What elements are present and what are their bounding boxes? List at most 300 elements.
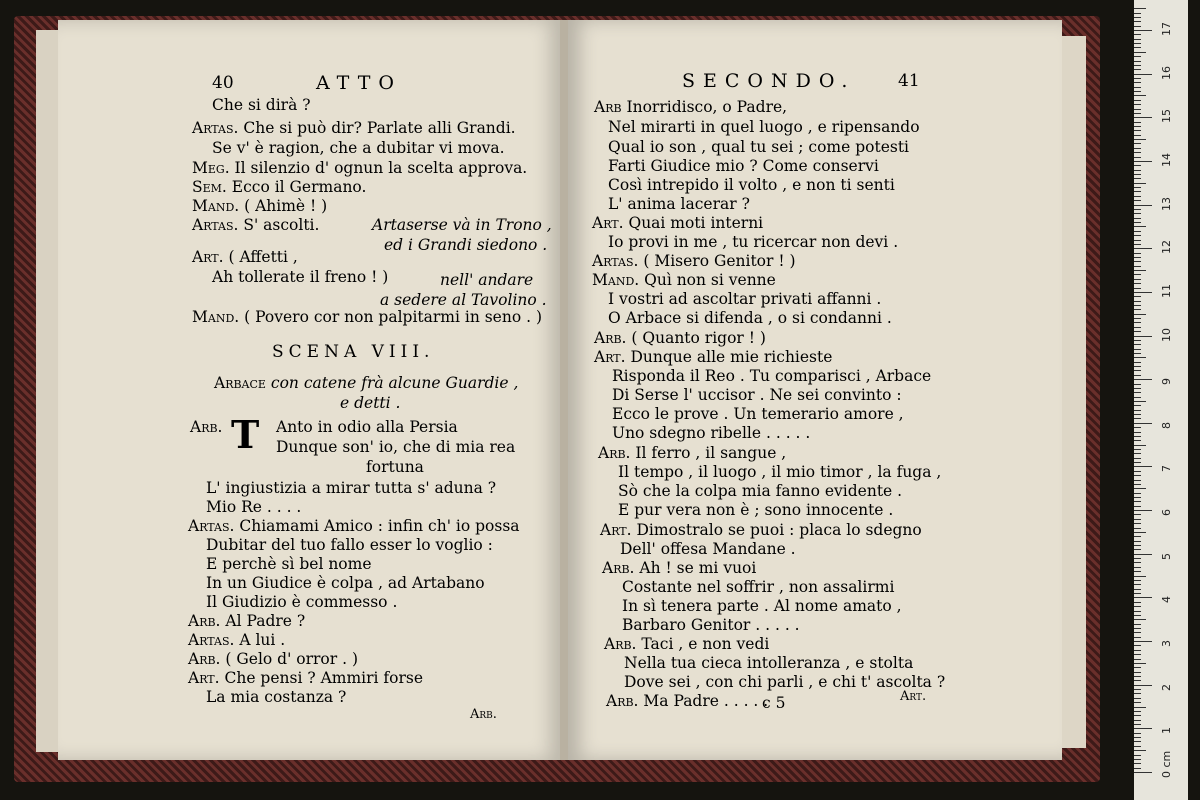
speaker-name: Artas.	[192, 216, 244, 234]
scene-characters-rest: con catene frà alcune Guardie ,	[270, 374, 519, 392]
speaker-name: Arb.	[188, 612, 226, 630]
line-text: Dimostralo se puoi : placa lo sdegno	[636, 521, 922, 539]
ruler-tick	[1134, 279, 1141, 280]
ruler-tick	[1134, 702, 1141, 703]
speaker-name: Arb.	[594, 329, 632, 347]
line-text: ( Gelo d' orror . )	[225, 650, 358, 668]
ruler-label: 2	[1160, 683, 1173, 691]
ruler-tick	[1134, 545, 1141, 546]
ruler-tick	[1134, 632, 1141, 633]
ruler-tick	[1134, 462, 1141, 463]
ruler-tick	[1134, 746, 1141, 747]
ruler-tick	[1134, 340, 1141, 341]
ruler-tick	[1134, 174, 1141, 175]
line-text: Ecco il Germano.	[231, 178, 367, 196]
speaker-name: Artas.	[188, 517, 240, 535]
ruler-tick	[1134, 8, 1146, 9]
speaker-name: Arb	[594, 98, 627, 116]
ruler-tick	[1134, 266, 1141, 267]
line-text: Il ferro , il sangue ,	[635, 444, 787, 462]
ruler-tick	[1134, 711, 1141, 712]
ruler-tick	[1134, 39, 1141, 40]
ruler-label: 1	[1160, 727, 1173, 735]
speaker-name: Arb.	[604, 635, 642, 653]
ruler-tick	[1134, 659, 1141, 660]
ruler-tick	[1134, 178, 1141, 179]
ruler-tick	[1134, 379, 1152, 380]
ruler-tick	[1134, 34, 1141, 35]
line-text: Nella tua cieca intolleranza , e stolta	[624, 654, 914, 672]
line-text: Che pensi ? Ammiri forse	[224, 669, 424, 687]
ruler-tick	[1134, 314, 1146, 315]
ruler-tick	[1134, 296, 1141, 297]
ruler-tick	[1134, 689, 1141, 690]
speaker-name: Arb.	[190, 418, 223, 436]
line-text: Io provi in me , tu ricercar non devi .	[608, 233, 899, 251]
text-line	[188, 650, 358, 668]
ruler-tick	[1134, 235, 1141, 236]
line-text: Anto in odio alla Persia	[276, 418, 458, 436]
text-line	[188, 612, 305, 630]
speaker-name: Artas.	[188, 631, 240, 649]
text-line	[206, 479, 496, 497]
text-line	[608, 233, 898, 251]
line-text: Dove sei , con chi parli , e chi t' ascolta ?	[624, 673, 946, 691]
ruler-tick	[1134, 763, 1141, 764]
ruler-tick	[1134, 580, 1141, 581]
ruler-tick	[1134, 645, 1141, 646]
line-text: Taci , e non vedi	[641, 635, 770, 653]
ruler-label: 3	[1160, 640, 1173, 648]
ruler-tick	[1134, 728, 1152, 729]
text-line	[592, 271, 776, 289]
ruler-tick	[1134, 720, 1141, 721]
ruler-tick	[1134, 165, 1141, 166]
ruler-tick	[1134, 388, 1141, 389]
ruler-tick	[1134, 453, 1141, 454]
ruler-tick	[1134, 392, 1141, 393]
ruler-tick	[1134, 405, 1141, 406]
speaker-name: Art.	[192, 248, 229, 266]
ruler-tick	[1134, 205, 1152, 206]
ruler-label: 9	[1160, 378, 1173, 386]
ruler-tick	[1134, 82, 1141, 83]
ruler-tick	[1134, 449, 1141, 450]
ruler-tick	[1134, 104, 1141, 105]
left-running-head: ATTO	[316, 72, 402, 94]
ruler-tick	[1134, 301, 1141, 302]
ruler-tick	[1134, 676, 1141, 677]
ruler-tick	[1134, 261, 1141, 262]
ruler-tick	[1134, 130, 1141, 131]
text-line	[624, 673, 945, 691]
ruler-tick	[1134, 17, 1141, 18]
line-text: Sò che la colpa mia fanno evidente .	[618, 482, 903, 500]
ruler-tick	[1134, 222, 1141, 223]
ruler-tick	[1134, 624, 1141, 625]
line-text: Risponda il Reo . Tu comparisci , Arbace	[612, 367, 932, 385]
line-text: E perchè sì bel nome	[206, 555, 372, 573]
ruler-label: 10	[1160, 327, 1173, 342]
ruler-tick	[1134, 196, 1141, 197]
text-line	[212, 96, 311, 114]
line-text: In un Giudice è colpa , ad Artabano	[206, 574, 485, 592]
line-text: Inorridisco, o Padre,	[626, 98, 788, 116]
ruler-label: 13	[1160, 196, 1173, 211]
ruler-tick	[1134, 514, 1141, 515]
line-text: E pur vera non è ; sono innocente .	[618, 501, 894, 519]
line-text: fortuna	[366, 458, 424, 476]
scene-characters	[214, 374, 518, 392]
ruler-tick	[1134, 506, 1141, 507]
ruler-tick	[1134, 384, 1141, 385]
ruler-tick	[1134, 772, 1152, 773]
scene-characters-line2: e detti .	[340, 394, 401, 412]
line-text: Il Giudizio è commesso .	[206, 593, 398, 611]
ruler-tick	[1134, 30, 1152, 31]
ruler-tick	[1134, 707, 1146, 708]
ruler-tick	[1134, 680, 1141, 681]
ruler-tick	[1134, 288, 1141, 289]
ruler-tick	[1134, 52, 1146, 53]
ruler-tick	[1134, 615, 1141, 616]
text-line	[602, 559, 756, 577]
speaker-name: Artas.	[592, 252, 644, 270]
ruler-label: 12	[1160, 240, 1173, 255]
left-page-number: 40	[212, 73, 234, 93]
scene-character-name: Arbace	[214, 374, 266, 392]
line-text: Ecco le prove . Un temerario amore ,	[612, 405, 904, 423]
speaker-name: Art.	[592, 214, 629, 232]
ruler-tick	[1134, 536, 1141, 537]
ruler-tick	[1134, 584, 1141, 585]
ruler-tick	[1134, 61, 1141, 62]
line-text: Mio Re . . . .	[206, 498, 302, 516]
line-text: La mia costanza ?	[206, 688, 347, 706]
ruler-tick	[1134, 327, 1141, 328]
text-line	[192, 159, 527, 177]
speaker-name: Mand.	[592, 271, 645, 289]
ruler-tick	[1134, 571, 1141, 572]
ruler-tick	[1134, 650, 1141, 651]
text-line	[190, 418, 223, 436]
text-line	[618, 501, 893, 519]
ruler-tick	[1134, 244, 1141, 245]
text-line	[188, 517, 520, 535]
ruler-tick	[1134, 318, 1141, 319]
ruler-tick	[1134, 370, 1141, 371]
text-line	[608, 157, 879, 175]
left-catchword: Arb.	[470, 707, 497, 722]
ruler-tick	[1134, 183, 1146, 184]
text-line	[206, 555, 372, 573]
ruler-tick	[1134, 432, 1141, 433]
ruler-tick	[1134, 366, 1141, 367]
ruler-tick	[1134, 344, 1141, 345]
ruler-tick	[1134, 213, 1141, 214]
speaker-name: Arb.	[602, 559, 640, 577]
ruler-tick	[1134, 117, 1152, 118]
speaker-name: Mand.	[192, 308, 245, 326]
text-line	[592, 252, 796, 270]
text-line	[594, 348, 832, 366]
line-text: Ma Padre . . . . .	[643, 692, 769, 710]
text-line	[612, 386, 902, 404]
ruler-tick	[1134, 322, 1141, 323]
ruler-tick	[1134, 100, 1141, 101]
ruler-tick	[1134, 161, 1152, 162]
ruler-tick	[1134, 715, 1141, 716]
text-line	[594, 329, 766, 347]
ruler-tick	[1134, 698, 1141, 699]
ruler-tick	[1134, 414, 1141, 415]
text-line	[192, 308, 542, 326]
speaker-name: Mand.	[192, 197, 245, 215]
text-line	[206, 688, 346, 706]
ruler-tick	[1134, 200, 1141, 201]
ruler-tick	[1134, 528, 1141, 529]
ruler-tick	[1134, 418, 1141, 419]
ruler-tick	[1134, 488, 1146, 489]
ruler-tick	[1134, 152, 1141, 153]
ruler-tick	[1134, 759, 1141, 760]
ruler-tick	[1134, 480, 1141, 481]
ruler-tick	[1134, 724, 1141, 725]
text-line	[608, 290, 881, 308]
ruler-tick	[1134, 231, 1141, 232]
ruler-tick	[1134, 471, 1141, 472]
ruler-tick	[1134, 558, 1141, 559]
line-text: Dubitar del tuo fallo esser lo voglio :	[206, 536, 493, 554]
ruler-tick	[1134, 593, 1141, 594]
ruler-label: 6	[1160, 509, 1173, 517]
text-line	[594, 98, 787, 116]
right-catchword: Art.	[900, 689, 927, 704]
text-line	[608, 138, 909, 156]
text-line	[606, 692, 768, 710]
ruler-tick	[1134, 484, 1141, 485]
ruler-tick	[1134, 750, 1146, 751]
ruler-tick	[1134, 170, 1141, 171]
text-line	[600, 521, 922, 539]
line-text: O Arbace si difenda , o si condanni .	[608, 309, 892, 327]
text-line	[276, 418, 458, 436]
line-text: Quai moti interni	[628, 214, 764, 232]
line-text: ( Povero cor non palpitarmi in seno . )	[244, 308, 543, 326]
ruler-tick	[1134, 619, 1146, 620]
line-text: Ah tollerate il freno ! )	[212, 268, 389, 286]
ruler-tick	[1134, 148, 1141, 149]
text-line	[206, 574, 485, 592]
ruler-tick	[1134, 292, 1152, 293]
ruler-tick	[1134, 602, 1141, 603]
ruler-tick	[1134, 497, 1141, 498]
text-line	[608, 176, 895, 194]
ruler-label: 16	[1160, 65, 1173, 80]
ruler-tick	[1134, 43, 1141, 44]
ruler-tick	[1134, 562, 1141, 563]
ruler-label: 5	[1160, 552, 1173, 560]
ruler-tick	[1134, 693, 1141, 694]
ruler-tick	[1134, 375, 1141, 376]
page-edges-right	[1062, 36, 1086, 748]
text-line	[608, 118, 920, 136]
ruler-tick	[1134, 554, 1152, 555]
ruler-tick	[1134, 113, 1141, 114]
ruler-tick	[1134, 493, 1141, 494]
ruler-tick	[1134, 305, 1141, 306]
text-line	[206, 593, 397, 611]
ruler-tick	[1134, 209, 1141, 210]
ruler-tick	[1134, 549, 1141, 550]
signature-mark: c 5	[762, 694, 786, 712]
ruler-tick	[1134, 440, 1141, 441]
stage-direction: Artaserse và in Trono ,	[372, 216, 552, 234]
right-running-head: SECONDO.	[682, 70, 856, 92]
ruler-tick	[1134, 122, 1141, 123]
line-text: ( Quanto rigor ! )	[631, 329, 766, 347]
ruler-tick	[1134, 274, 1141, 275]
ruler-tick	[1134, 139, 1146, 140]
ruler-tick	[1134, 768, 1141, 769]
line-text: Ah ! se mi vuoi	[639, 559, 757, 577]
text-line	[188, 669, 423, 687]
line-text: A lui .	[239, 631, 286, 649]
text-line	[598, 444, 786, 462]
ruler-tick	[1134, 663, 1146, 664]
ruler-tick	[1134, 56, 1141, 57]
ruler-tick	[1134, 218, 1141, 219]
ruler-tick	[1134, 126, 1141, 127]
ruler-tick	[1134, 69, 1141, 70]
ruler-tick	[1134, 597, 1152, 598]
text-line	[622, 578, 894, 596]
ruler-tick	[1134, 283, 1141, 284]
ruler-label: 14	[1160, 152, 1173, 167]
ruler-tick	[1134, 589, 1141, 590]
ruler-tick	[1134, 65, 1141, 66]
ruler-tick	[1134, 13, 1141, 14]
ruler-label: 15	[1160, 109, 1173, 124]
ruler-tick	[1134, 667, 1141, 668]
line-text: Dunque alle mie richieste	[630, 348, 833, 366]
ruler-tick	[1134, 349, 1141, 350]
line-text: Farti Giudice mio ? Come conservi	[608, 157, 879, 175]
ruler-tick	[1134, 253, 1141, 254]
right-page-number: 41	[898, 71, 920, 91]
text-line	[608, 195, 750, 213]
ruler-tick	[1134, 362, 1141, 363]
line-text: I vostri ad ascoltar privati affanni .	[608, 290, 882, 308]
text-line	[212, 139, 505, 157]
speaker-name: Art.	[594, 348, 631, 366]
ruler-tick	[1134, 475, 1141, 476]
ruler-tick	[1134, 445, 1146, 446]
ruler-tick	[1134, 737, 1141, 738]
text-line	[212, 268, 388, 286]
line-text: Il tempo , il luogo , il mio timor , la fuga ,	[618, 463, 942, 481]
text-line	[206, 498, 301, 516]
line-text: Dell' offesa Mandane .	[620, 540, 796, 558]
text-line	[192, 248, 298, 266]
ruler-tick	[1134, 733, 1141, 734]
ruler-tick	[1134, 331, 1141, 332]
line-text: Dunque son' io, che di mia rea	[276, 438, 516, 456]
speaker-name: Art.	[600, 521, 637, 539]
scene-heading: SCENA VIII.	[272, 342, 435, 362]
ruler-tick	[1134, 357, 1146, 358]
ruler-tick	[1134, 87, 1141, 88]
line-text: ( Misero Genitor ! )	[643, 252, 796, 270]
ruler-label: 7	[1160, 465, 1173, 473]
ruler-label: 0 cm	[1160, 750, 1173, 778]
text-line	[618, 463, 941, 481]
text-line	[608, 309, 892, 327]
text-line	[192, 119, 516, 137]
ruler-tick	[1134, 336, 1152, 337]
text-line	[366, 458, 424, 476]
line-text: Al Padre ?	[225, 612, 306, 630]
ruler-tick	[1134, 401, 1146, 402]
text-line	[622, 616, 800, 634]
ruler-tick	[1134, 685, 1152, 686]
line-text: Così intrepido il volto , e non ti senti	[608, 176, 895, 194]
ruler-tick	[1134, 466, 1152, 467]
ruler-tick	[1134, 611, 1141, 612]
ruler-tick	[1134, 423, 1152, 424]
speaker-name: Artas.	[192, 119, 244, 137]
speaker-name: Arb.	[606, 692, 644, 710]
speaker-name: Arb.	[598, 444, 636, 462]
ruler-label: 4	[1160, 596, 1173, 604]
ruler-tick	[1134, 257, 1141, 258]
line-text: Di Serse l' uccisor . Ne sei convinto :	[612, 386, 902, 404]
ruler-tick	[1134, 95, 1146, 96]
line-text: Se v' è ragion, che a dubitar vi mova.	[212, 139, 505, 157]
ruler-tick	[1134, 135, 1141, 136]
ruler-tick	[1134, 576, 1146, 577]
stage-direction: a sedere al Tavolino .	[380, 291, 547, 309]
line-text: Barbaro Genitor . . . . .	[622, 616, 800, 634]
ruler-tick	[1134, 353, 1141, 354]
page-edges-left	[36, 30, 58, 752]
ruler-tick	[1134, 187, 1141, 188]
ruler-tick	[1134, 510, 1152, 511]
speaker-name: Art.	[188, 669, 225, 687]
text-line	[612, 367, 931, 385]
stage-direction: ed i Grandi siedono .	[384, 236, 548, 254]
ruler-tick	[1134, 567, 1141, 568]
ruler-tick	[1134, 74, 1152, 75]
line-text: L' anima lacerar ?	[608, 195, 750, 213]
text-line	[612, 424, 810, 442]
text-line	[604, 635, 769, 653]
text-line	[192, 216, 319, 234]
book-gutter	[560, 20, 568, 760]
line-text: L' ingiustizia a mirar tutta s' aduna ?	[206, 479, 497, 497]
line-text: Il silenzio d' ognun la scelta approva.	[234, 159, 528, 177]
ruler-tick	[1134, 191, 1141, 192]
line-text: Uno sdegno ribelle . . . . .	[612, 424, 811, 442]
ruler-tick	[1134, 519, 1141, 520]
speaker-name: Sem.	[192, 178, 232, 196]
ruler-tick	[1134, 226, 1146, 227]
line-text: Costante nel soffrir , non assalirmi	[622, 578, 895, 596]
ruler-tick	[1134, 532, 1146, 533]
ruler-tick	[1134, 628, 1141, 629]
ruler-tick	[1134, 240, 1141, 241]
line-text: S' ascolti.	[243, 216, 320, 234]
